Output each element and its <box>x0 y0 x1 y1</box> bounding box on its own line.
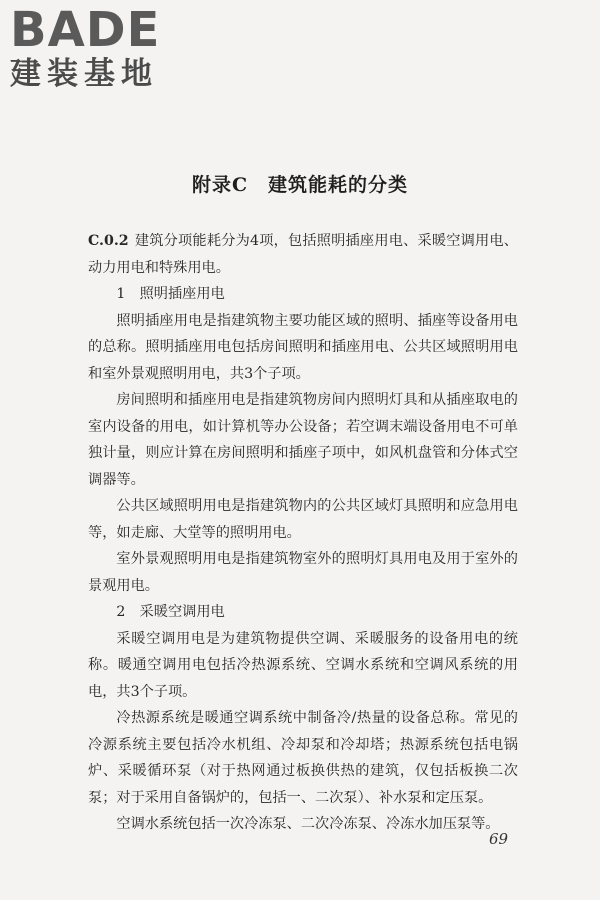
clause-paragraph <box>88 228 518 281</box>
section-1-paragraph: 房间照明和插座用电是指建筑物房间内照明灯具和从插座取电的室内设备的用电，如计算机等办公设备；若空调末端设备用电不可单独计量，则应计算在房间照明和插座子项中，如风机盘管和分体式空调器等。 <box>88 392 518 488</box>
clause-number: C.0.2 <box>88 233 129 249</box>
page-title: 附录C 建筑能耗的分类 <box>191 174 409 196</box>
section-2-paragraph: 采暖空调用电是为建筑物提供空调、采暖服务的设备用电的统称。暖通空调用电包括冷热源系统、空调水系统和空调风系统的用电，共3个子项。 <box>88 630 518 700</box>
section-2-heading: 2 采暖空调用电 <box>116 604 225 620</box>
section-1-paragraph: 公共区域照明用电是指建筑物内的公共区域灯具照明和应急用电等，如走廊、大堂等的照明用电。 <box>88 498 518 541</box>
page-number: 69 <box>489 830 509 848</box>
bade-logo <box>10 4 180 92</box>
section-1-heading: 1 照明插座用电 <box>116 286 225 302</box>
document-body <box>88 228 518 838</box>
clause-text: 建筑分项能耗分为4项，包括照明插座用电、采暖空调用电、动力用电和特殊用电。 <box>88 233 518 276</box>
section-2-paragraph: 空调水系统包括一次冷冻泵、二次冷冻泵、冷冻水加压泵等。 <box>116 816 500 832</box>
section-1-paragraph: 室外景观照明用电是指建筑物室外的照明灯具用电及用于室外的景观用电。 <box>88 551 518 594</box>
logo-wordmark: BADE <box>10 2 161 58</box>
section-1-paragraph: 照明插座用电是指建筑物主要功能区域的照明、插座等设备用电的总称。照明插座用电包括房间照明和插座用电、公共区域照明用电和室外景观照明用电，共3个子项。 <box>88 312 518 382</box>
section-2-paragraph: 冷热源系统是暖通空调系统中制备冷/热量的设备总称。常见的冷源系统主要包括冷水机组、冷却泵和冷却塔；热源系统包括电锅炉、采暖循环泵（对于热网通过板换供热的建筑，仅包括板换二次泵；对于采用自备锅炉的，包括一、二次泵）、补水泵和定压泵。 <box>88 710 518 806</box>
logo-chinese-name: 建装基地 <box>10 56 158 92</box>
